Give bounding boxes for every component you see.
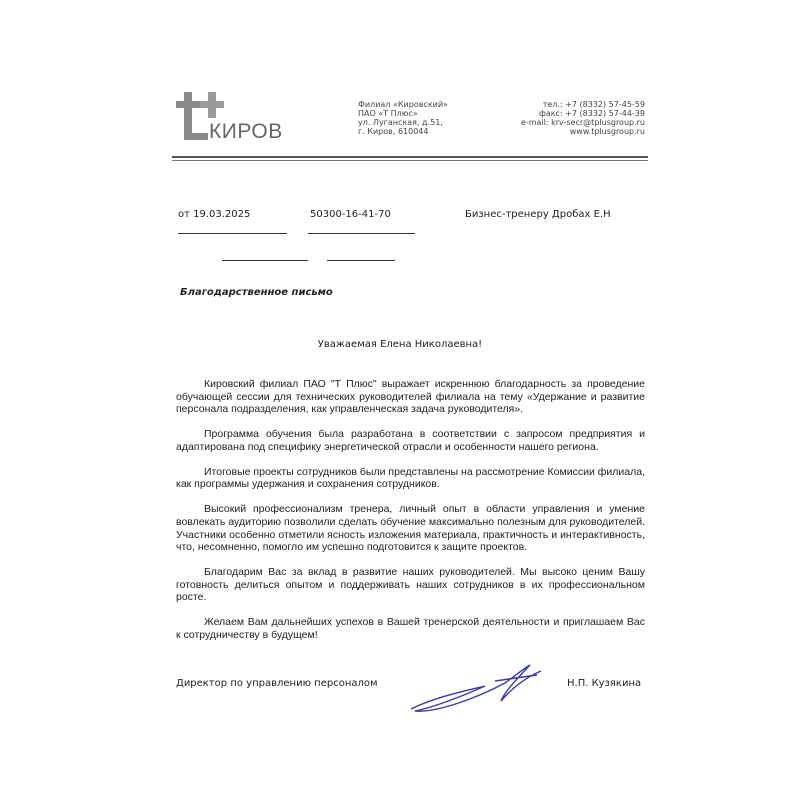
letter-date: от 19.03.2025 bbox=[178, 209, 251, 220]
underline bbox=[178, 233, 287, 234]
address-line: ул. Луганская, д.51, bbox=[358, 118, 443, 127]
paragraph: Желаем Вам дальнейших успехов в Вашей тренерской деятельности и приглашаем Вас к сотрудничеству в будущем! bbox=[176, 616, 645, 641]
letter-title: Благодарственное письмо bbox=[180, 287, 333, 298]
address-line: Филиал «Кировский» bbox=[358, 100, 448, 109]
recipient: Бизнес-тренеру Дробах Е.Н bbox=[465, 209, 611, 220]
signatory-name: Н.П. Кузякина bbox=[567, 678, 642, 690]
contacts bbox=[521, 100, 645, 136]
letter-number: 50300-16-41-70 bbox=[310, 209, 391, 220]
letter-content bbox=[176, 378, 645, 716]
fax: факс: +7 (8332) 57-44-39 bbox=[538, 109, 645, 118]
underline bbox=[308, 233, 415, 234]
header-divider bbox=[172, 160, 648, 161]
logo-text: КИРОВ bbox=[209, 120, 283, 143]
letter-body bbox=[176, 378, 645, 641]
website: www.tplusgroup.ru bbox=[569, 127, 645, 136]
address-line: ПАО «Т Плюс» bbox=[358, 109, 418, 118]
handwritten-signature bbox=[405, 661, 545, 716]
company-logo bbox=[176, 92, 283, 144]
phone: тел.: +7 (8332) 57-45-59 bbox=[542, 100, 645, 109]
signature-block bbox=[176, 661, 645, 716]
paragraph: Благодарим Вас за вклад в развитие наших руководителей. Мы высоко ценим Вашу готовность делиться опытом и поддерживать наших сотрудников в их профессиональном росте. bbox=[176, 566, 645, 604]
signatory-position: Директор по управлению персоналом bbox=[176, 678, 378, 690]
email: e-mail: krv-secr@tplusgroup.ru bbox=[520, 118, 645, 127]
underline bbox=[327, 260, 395, 261]
address-line: г. Киров, 610044 bbox=[358, 127, 429, 136]
underline bbox=[222, 260, 308, 261]
branch-address bbox=[358, 100, 448, 136]
paragraph: Кировский филиал ПАО "Т Плюс" выражает искреннюю благодарность за проведение обучающей сессии для технических руководителей филиала на тему «Удержание и развитие персонала подразделения, как управленческая задача руководителя». bbox=[176, 378, 645, 416]
paragraph: Высокий профессионализм тренера, личный опыт в области управления и умение вовлекать аудиторию позволили сделать обучение максимально полезным для руководителей. Участники особенно отметили ясность изложения материала, практичность и интерактивность, что, несомненно, помогло им успешно подготовится к защите проектов. bbox=[176, 503, 645, 554]
paragraph: Итоговые проекты сотрудников были представлены на рассмотрение Комиссии филиала, как программы удержания и сохранения сотрудников. bbox=[176, 465, 645, 491]
greeting: Уважаемая Елена Николаевна! bbox=[317, 339, 483, 350]
header-divider bbox=[172, 156, 648, 158]
paragraph: Программа обучения была разработана в соответствии с запросом предприятия и адаптирована под специфику энергетической отрасли и особенности нашего региона. bbox=[176, 428, 645, 453]
